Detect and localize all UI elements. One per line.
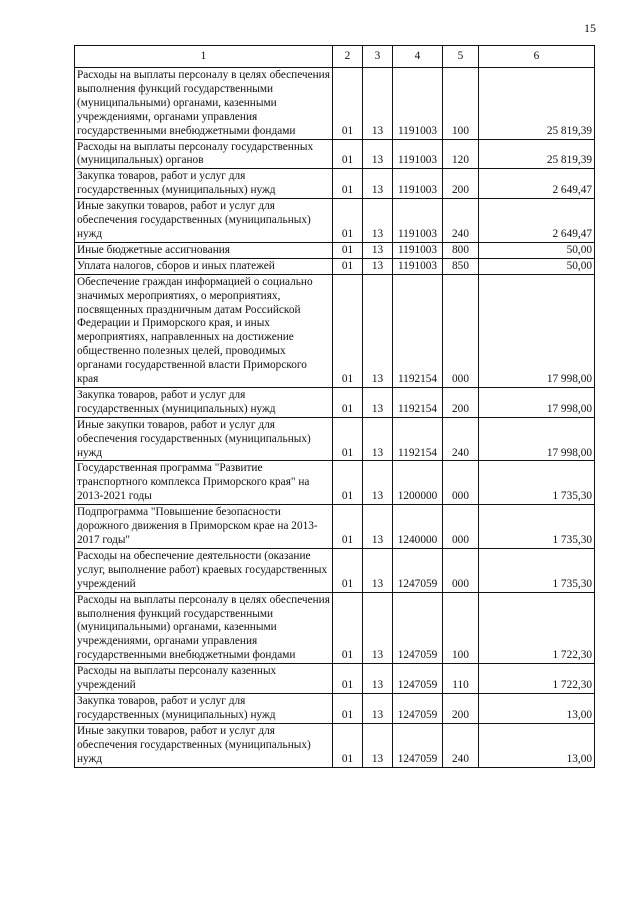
row-target-article: 1240000 (393, 505, 443, 549)
row-amount: 50,00 (479, 258, 595, 274)
row-section: 01 (333, 68, 363, 140)
row-section: 01 (333, 664, 363, 694)
table-row (75, 693, 595, 723)
row-name: Обеспечение граждан информацией о социально значимых мероприятиях, о мероприятиях, посвященных праздничным датам Российской Федерации и Приморского края, и иных мероприятиях, направленных на достижение общественно полезных целей, проводимых органами государственной власти Приморского края (75, 274, 333, 387)
row-expense-type: 000 (443, 548, 479, 592)
table-row (75, 664, 595, 694)
row-name: Расходы на обеспечение деятельности (оказание услуг, выполнение работ) краевых государственных учреждений (75, 548, 333, 592)
row-target-article: 1247059 (393, 693, 443, 723)
row-section: 01 (333, 242, 363, 258)
row-amount: 13,00 (479, 693, 595, 723)
row-name: Иные бюджетные ассигнования (75, 242, 333, 258)
row-section: 01 (333, 387, 363, 417)
row-expense-type: 240 (443, 723, 479, 767)
row-section: 01 (333, 258, 363, 274)
row-subsection: 13 (363, 274, 393, 387)
table-row (75, 417, 595, 461)
row-amount: 50,00 (479, 242, 595, 258)
row-subsection: 13 (363, 169, 393, 199)
row-subsection: 13 (363, 693, 393, 723)
row-expense-type: 850 (443, 258, 479, 274)
row-target-article: 1247059 (393, 592, 443, 664)
row-target-article: 1192154 (393, 274, 443, 387)
row-target-article: 1200000 (393, 461, 443, 505)
row-amount: 17 998,00 (479, 274, 595, 387)
row-target-article: 1247059 (393, 548, 443, 592)
header-col-5: 5 (443, 46, 479, 68)
row-subsection: 13 (363, 723, 393, 767)
row-amount: 1 722,30 (479, 592, 595, 664)
row-name: Подпрограмма "Повышение безопасности дорожного движения в Приморском крае на 2013-2017 годы" (75, 505, 333, 549)
row-expense-type: 000 (443, 274, 479, 387)
row-name: Иные закупки товаров, работ и услуг для обеспечения государственных (муниципальных) нужд (75, 723, 333, 767)
row-target-article: 1247059 (393, 664, 443, 694)
table-row (75, 461, 595, 505)
row-target-article: 1191003 (393, 258, 443, 274)
row-section: 01 (333, 548, 363, 592)
header-row (75, 46, 595, 68)
row-section: 01 (333, 461, 363, 505)
row-name: Расходы на выплаты персоналу в целях обеспечения выполнения функций государственными (муниципальными) органами, казенными учреждениями, органами управления государственными внебюджетными фондами (75, 592, 333, 664)
table-row (75, 199, 595, 243)
row-expense-type: 200 (443, 387, 479, 417)
row-expense-type: 000 (443, 461, 479, 505)
row-section: 01 (333, 139, 363, 169)
row-target-article: 1191003 (393, 139, 443, 169)
header-col-1: 1 (75, 46, 333, 68)
row-name: Расходы на выплаты персоналу государственных (муниципальных) органов (75, 139, 333, 169)
row-section: 01 (333, 592, 363, 664)
table-row (75, 258, 595, 274)
table-row (75, 242, 595, 258)
row-section: 01 (333, 723, 363, 767)
row-name: Закупка товаров, работ и услуг для государственных (муниципальных) нужд (75, 387, 333, 417)
row-subsection: 13 (363, 199, 393, 243)
row-section: 01 (333, 199, 363, 243)
row-target-article: 1192154 (393, 387, 443, 417)
row-name: Государственная программа "Развитие транспортного комплекса Приморского края" на 2013-2021 годы (75, 461, 333, 505)
page-number: 15 (584, 21, 596, 35)
row-expense-type: 240 (443, 417, 479, 461)
row-subsection: 13 (363, 461, 393, 505)
row-expense-type: 000 (443, 505, 479, 549)
row-expense-type: 240 (443, 199, 479, 243)
header-col-4: 4 (393, 46, 443, 68)
row-subsection: 13 (363, 258, 393, 274)
row-amount: 1 722,30 (479, 664, 595, 694)
table-row (75, 592, 595, 664)
row-subsection: 13 (363, 548, 393, 592)
row-name: Расходы на выплаты персоналу казенных учреждений (75, 664, 333, 694)
budget-table (74, 45, 595, 768)
row-expense-type: 120 (443, 139, 479, 169)
table-row (75, 274, 595, 387)
row-target-article: 1191003 (393, 242, 443, 258)
row-expense-type: 200 (443, 693, 479, 723)
row-name: Иные закупки товаров, работ и услуг для обеспечения государственных (муниципальных) нужд (75, 199, 333, 243)
row-amount: 2 649,47 (479, 199, 595, 243)
row-expense-type: 100 (443, 592, 479, 664)
row-subsection: 13 (363, 417, 393, 461)
header-col-2: 2 (333, 46, 363, 68)
row-subsection: 13 (363, 592, 393, 664)
table-row (75, 548, 595, 592)
row-amount: 17 998,00 (479, 387, 595, 417)
row-subsection: 13 (363, 139, 393, 169)
table-row (75, 723, 595, 767)
row-target-article: 1191003 (393, 68, 443, 140)
row-expense-type: 110 (443, 664, 479, 694)
table-row (75, 139, 595, 169)
table-row (75, 68, 595, 140)
row-subsection: 13 (363, 664, 393, 694)
table-row (75, 505, 595, 549)
row-amount: 1 735,30 (479, 505, 595, 549)
table-row (75, 169, 595, 199)
row-amount: 1 735,30 (479, 548, 595, 592)
row-expense-type: 200 (443, 169, 479, 199)
row-expense-type: 800 (443, 242, 479, 258)
row-target-article: 1247059 (393, 723, 443, 767)
row-name: Иные закупки товаров, работ и услуг для обеспечения государственных (муниципальных) нужд (75, 417, 333, 461)
row-section: 01 (333, 169, 363, 199)
header-col-3: 3 (363, 46, 393, 68)
row-name: Расходы на выплаты персоналу в целях обеспечения выполнения функций государственными (муниципальными) органами, казенными учреждениями, органами управления государственными внебюджетными фондами (75, 68, 333, 140)
row-amount: 25 819,39 (479, 68, 595, 140)
row-section: 01 (333, 417, 363, 461)
row-subsection: 13 (363, 387, 393, 417)
row-amount: 1 735,30 (479, 461, 595, 505)
row-amount: 13,00 (479, 723, 595, 767)
row-target-article: 1192154 (393, 417, 443, 461)
row-subsection: 13 (363, 242, 393, 258)
row-target-article: 1191003 (393, 169, 443, 199)
row-section: 01 (333, 274, 363, 387)
row-section: 01 (333, 693, 363, 723)
row-subsection: 13 (363, 505, 393, 549)
row-name: Закупка товаров, работ и услуг для государственных (муниципальных) нужд (75, 693, 333, 723)
row-section: 01 (333, 505, 363, 549)
row-expense-type: 100 (443, 68, 479, 140)
row-name: Закупка товаров, работ и услуг для государственных (муниципальных) нужд (75, 169, 333, 199)
row-target-article: 1191003 (393, 199, 443, 243)
table-row (75, 387, 595, 417)
row-subsection: 13 (363, 68, 393, 140)
row-amount: 2 649,47 (479, 169, 595, 199)
row-amount: 25 819,39 (479, 139, 595, 169)
header-col-6: 6 (479, 46, 595, 68)
row-name: Уплата налогов, сборов и иных платежей (75, 258, 333, 274)
row-amount: 17 998,00 (479, 417, 595, 461)
